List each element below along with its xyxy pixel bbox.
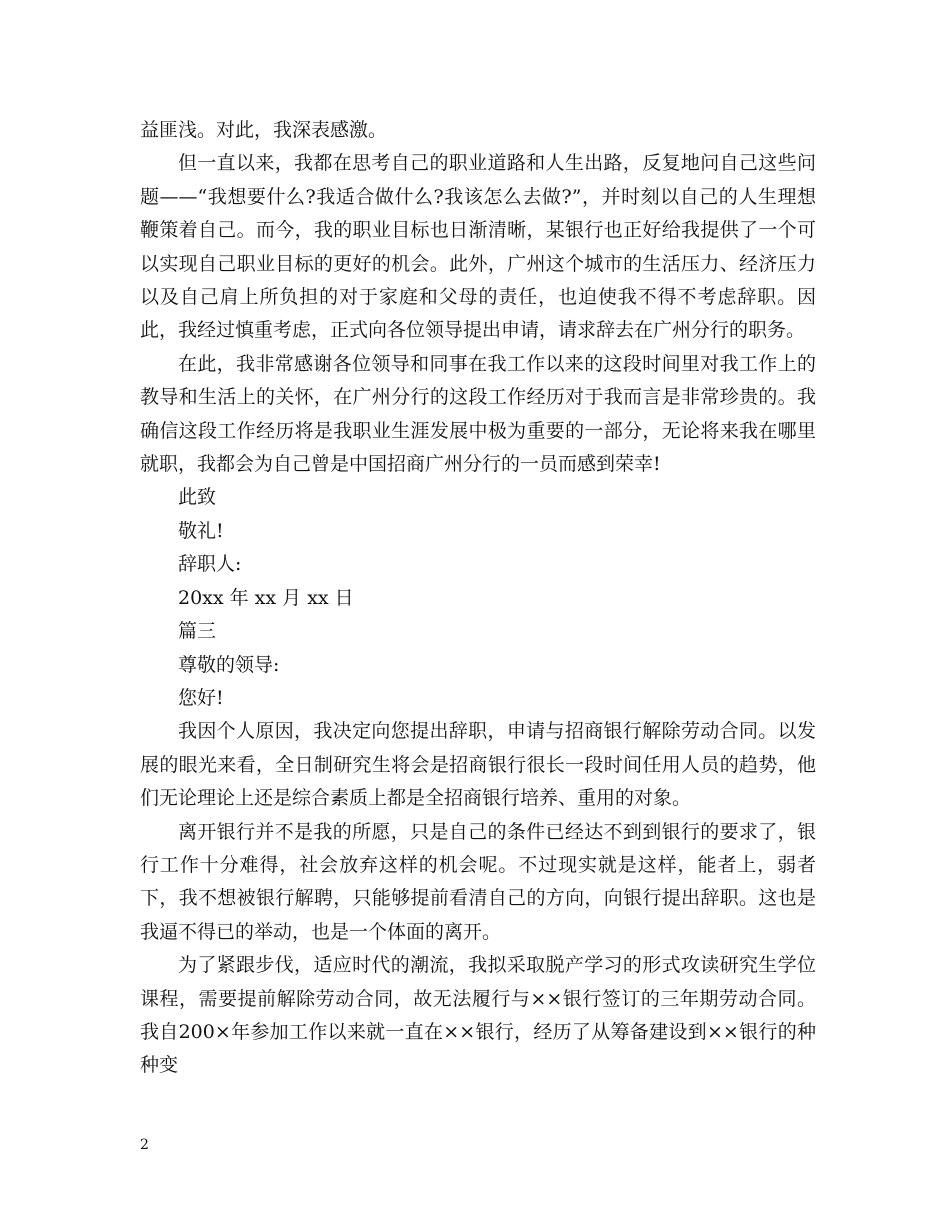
paragraph-resignation-reason: 我因个人原因，我决定向您提出辞职，申请与招商银行解除劳动合同。以发展的眼光来看，全日制研究生将会是招商银行很长一段时间任用人员的趋势，他们无论理论上还是综合素质上都是全招商银行培养、重用的对象。 [140,720,816,810]
salutation: 尊敬的领导: [178,653,280,676]
paragraph-continuation: 益匪浅。对此，我深表感激。 [140,119,388,141]
document-body [140,114,816,1083]
section-title: 篇三 [178,620,217,643]
paragraph-gratitude: 在此，我非常感谢各位领导和同事在我工作以来的这段时间里对我工作上的教导和生活上的关怀，在广州分行的这段工作经历对于我而言是非常珍贵的。我确信这段工作经历将是我职业生涯发展中极为重要的一部分，无论将来我在哪里就职，我都会为自己曾是中国招商广州分行的一员而感到荣幸! [140,352,816,476]
paragraph-leaving-bank: 离开银行并不是我的所愿，只是自己的条件已经达不到到银行的要求了，银行工作十分难得，社会放弃这样的机会呢。不过现实就是这样，能者上，弱者下，我不想被银行解聘，只能够提前看清自己的方向，向银行提出辞职。这也是我逼不得已的举动，也是一个体面的离开。 [140,820,816,943]
closing-line-2: 敬礼! [178,519,224,542]
date-line: 20xx 年 xx 月 xx 日 [178,586,354,609]
signer-line: 辞职人: [178,553,242,576]
greeting: 您好! [178,686,224,709]
paragraph-study-plan: 为了紧跟步伐，适应时代的潮流，我拟采取脱产学习的形式攻读研究生学位课程，需要提前解除劳动合同，故无法履行与××银行签订的三年期劳动合同。我自200×年参加工作以来就一直在××银行，经历了从筹备建设到××银行的种种变 [140,954,816,1077]
closing-line-1: 此致 [178,486,217,509]
page-number: 2 [140,1137,149,1153]
paragraph-career-reason: 但一直以来，我都在思考自己的职业道路和人生出路，反复地问自己这些问题——“我想要什么?我适合做什么?我该怎么去做?”，并时刻以自己的人生理想鞭策着自己。而今，我的职业目标也日渐清晰，某银行也正好给我提供了一个可以实现自己职业目标的更好的机会。此外，广州这个城市的生活压力、经济压力以及自己肩上所负担的对于家庭和父母的责任，也迫使我不得不考虑辞职。因此，我经过慎重考虑，正式向各位领导提出申请，请求辞去在广州分行的职务。 [140,152,816,342]
